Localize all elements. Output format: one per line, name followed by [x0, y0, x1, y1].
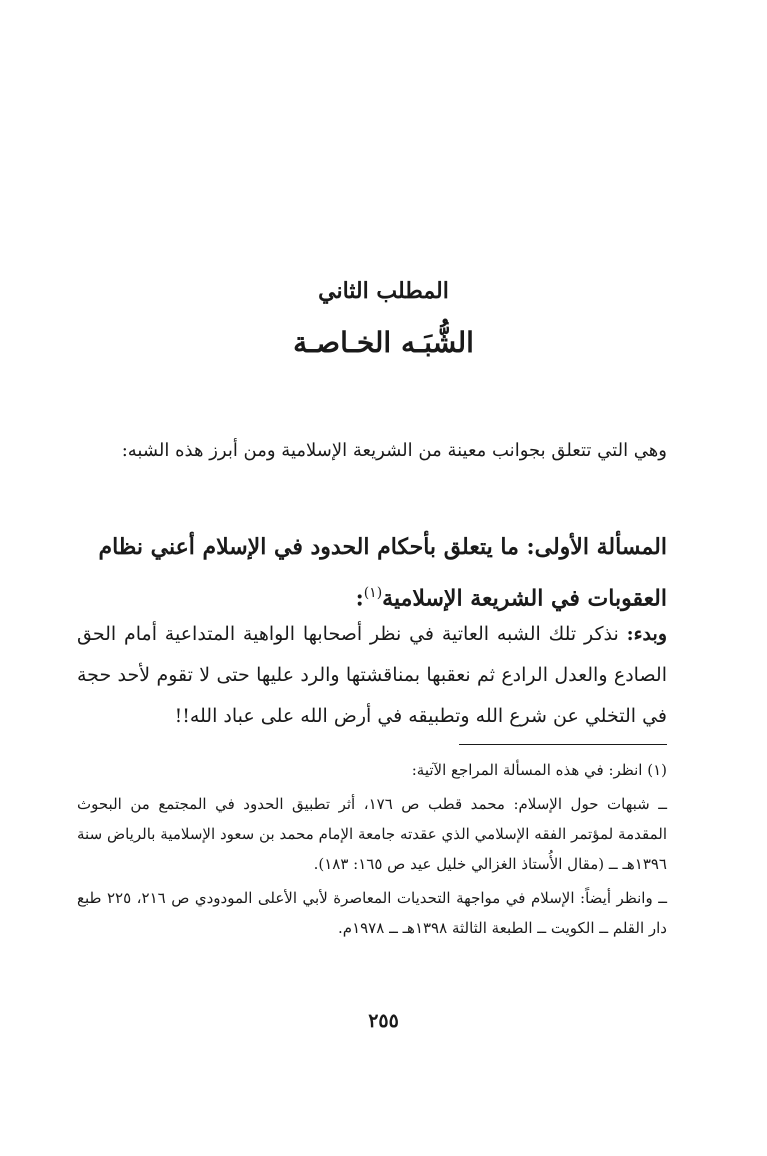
intro-paragraph: وهي التي تتعلق بجوانب معينة من الشريعة الإسلامية ومن أبرز هذه الشبه: — [121, 440, 667, 461]
section-label: المطلب الثاني — [318, 278, 449, 304]
footnote-divider — [459, 744, 667, 745]
footnote-item: ــ شبهات حول الإسلام: محمد قطب ص ١٧٦، أثر تطبيق الحدود في المجتمع من البحوث المقدمة لمؤتمر الفقه الإسلامي الذي عقدته جامعة الإمام محمد بن سعود الإسلامية بالرياض سنة ١٣٩٦هـ ــ (مقال الأُستاذ الغزالي خليل عيد ص ١٦٥: ١٨٣). — [77, 795, 668, 873]
paragraph-text: نذكر تلك الشبه العاتية في نظر أصحابها الواهية المتداعية أمام الحق الصادع والعدل الرادع ثم نعقبها بمناقشتها والرد عليها حتى لا تقوم لأحد حجة في التخلي عن شرع الله وتطبيقه في أرض الله على عباد الله!! — [77, 623, 667, 727]
body-paragraph — [77, 614, 667, 737]
footnote-reference: (١) — [363, 585, 383, 601]
issue-heading-colon: : — [355, 585, 364, 612]
footnotes — [77, 755, 667, 943]
issue-heading — [77, 524, 667, 621]
page-number: ٢٥٥ — [368, 1010, 399, 1032]
issue-heading-text: المسألة الأولى: ما يتعلق بأحكام الحدود في الإسلام أعني نظام العقوبات في الشريعة الإسلامية — [98, 534, 667, 612]
footnote-item: (١) انظر: في هذه المسألة المراجع الآتية: — [411, 761, 667, 779]
footnote-item: ــ وانظر أيضاً: الإسلام في مواجهة التحديات المعاصرة لأبي الأعلى المودودي ص ٢١٦، ٢٢٥ طبع دار القلم ــ الكويت ــ الطبعة الثالثة ١٣٩٨هـ ــ ١٩٧٨م. — [77, 889, 668, 937]
section-title: الشُّبَـه الخـاصـة — [293, 326, 474, 359]
paragraph-lead: وبدء: — [626, 623, 667, 645]
